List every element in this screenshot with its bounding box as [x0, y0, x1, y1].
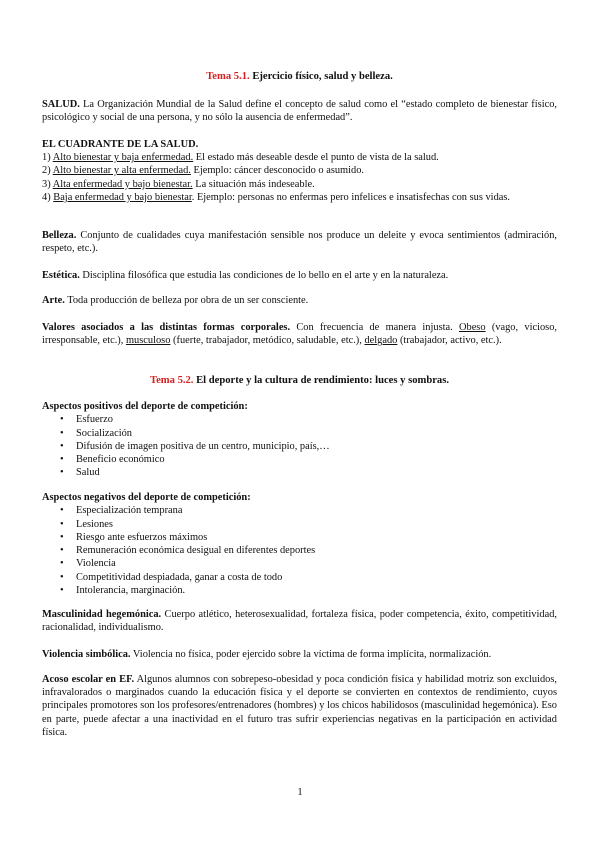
salud-term: SALUD.	[42, 99, 80, 110]
negativos-heading: Aspectos negativos del deporte de competición:	[42, 492, 251, 503]
belleza-text: Conjunto de cualidades cuya manifestación sensible nos produce un deleite y evoca sentimientos (admiración, respeto, etc.).	[42, 230, 557, 255]
belleza-term: Belleza.	[42, 230, 77, 241]
violencia-paragraph	[42, 648, 557, 661]
list-item: • Beneficio económico	[76, 453, 557, 466]
tema-5-2-heading	[42, 374, 557, 387]
list-item: • Socialización	[76, 427, 557, 440]
aspectos-negativos-section	[42, 491, 557, 597]
masculinidad-text: Cuerpo atlético, heterosexualidad, fortaleza física, poder competencia, éxito, competitividad, racionalidad, individualismo.	[42, 609, 557, 634]
estetica-text: Disciplina filosófica que estudia las condiciones de lo bello en el arte y en la naturaleza.	[79, 270, 449, 281]
cuadrante-item: 1) Alto bienestar y baja enfermedad. El estado más deseable desde el punto de vista de la salud.	[42, 152, 439, 164]
musculoso-term: musculoso	[125, 335, 171, 347]
page-number: 1	[297, 787, 303, 798]
masculinidad-paragraph	[42, 608, 557, 634]
belleza-paragraph	[42, 229, 557, 255]
arte-paragraph	[42, 294, 557, 307]
violencia-text: Violencia no física, poder ejercido sobre la víctima de forma implícita, normalización.	[130, 649, 492, 660]
list-item: • Riesgo ante esfuerzos máximos	[76, 531, 557, 544]
cuadrante-item: 2) Alto bienestar y alta enfermedad. Ejemplo: cáncer desconocido o asumido.	[42, 165, 365, 177]
acoso-text: Algunos alumnos con sobrepeso-obesidad y poca condición física y habilidad motriz son excluidos, infravalorados o marginados cuando la educación física y el deporte se convierten en contextos de rendimiento, cuyos principales promotores son los profesores/entrenadores (hombres) y los chicos habilidosos (masculinidad hegemónica). Eso en parte, puede afectar a una inactividad en el futuro tras sufrir experiencias negativas en la participación en actividad física.	[42, 674, 557, 738]
cuadrante-item: 4) Baja enfermedad y bajo bienestar. Ejemplo: personas no enfermas pero infelices e insatisfechas con sus vidas.	[42, 191, 511, 203]
masculinidad-term: Masculinidad hegemónica.	[42, 609, 162, 620]
tema-number: Tema 5.2.	[150, 375, 194, 386]
list-item: • Competitividad despiadada, ganar a costa de todo	[76, 571, 557, 584]
arte-term: Arte.	[42, 295, 65, 306]
salud-paragraph	[42, 98, 557, 124]
list-item: • Remuneración económica desigual en diferentes deportes	[76, 544, 557, 557]
arte-text: Toda producción de belleza por obra de un ser consciente.	[64, 295, 309, 306]
acoso-term: Acoso escolar en EF.	[42, 674, 135, 685]
list-item: • Intolerancia, marginación.	[76, 584, 557, 597]
positivos-heading: Aspectos positivos del deporte de competición:	[42, 401, 248, 412]
list-item: • Especialización temprana	[76, 504, 557, 517]
tema-5-1-heading	[42, 70, 557, 83]
salud-text: La Organización Mundial de la Salud define el concepto de salud como el “estado completo de bienestar físico, psicológico y social de una persona, y no sólo la ausencia de enfermedad”.	[42, 99, 557, 124]
tema-title: Ejercicio físico, salud y belleza.	[249, 71, 393, 82]
negativos-list	[42, 504, 557, 597]
tema-title: El deporte y la cultura de rendimiento: luces y sombras.	[193, 375, 449, 386]
estetica-term: Estética.	[42, 270, 80, 281]
aspectos-positivos-section	[42, 400, 557, 480]
violencia-term: Violencia simbólica.	[42, 649, 131, 660]
list-item: • Esfuerzo	[76, 413, 557, 426]
tema-number: Tema 5.1.	[206, 71, 250, 82]
obeso-term: Obeso	[459, 322, 486, 333]
estetica-paragraph	[42, 269, 557, 282]
list-item: • Lesiones	[76, 518, 557, 531]
list-item: • Difusión de imagen positiva de un centro, municipio, país,…	[76, 440, 557, 453]
cuadrante-heading: EL CUADRANTE DE LA SALUD.	[42, 139, 199, 150]
valores-paragraph: Valores asociados a las distintas formas corporales. Con frecuencia de manera injusta. Obeso (vago, vicioso, irresponsable, etc.), musculoso (fuerte, trabajador, metódico, saludable, etc.), delgado (trabajador, activo, etc.).	[42, 322, 557, 347]
list-item: • Violencia	[76, 557, 557, 570]
cuadrante-section	[42, 138, 557, 204]
cuadrante-item: 3) Alta enfermedad y bajo bienestar. La situación más indeseable.	[42, 178, 315, 190]
positivos-list	[42, 413, 557, 479]
acoso-paragraph	[42, 673, 557, 739]
list-item: • Salud	[76, 466, 557, 479]
valores-term: Valores asociados a las distintas formas corporales.	[42, 322, 291, 333]
delgado-term: delgado	[364, 335, 398, 347]
